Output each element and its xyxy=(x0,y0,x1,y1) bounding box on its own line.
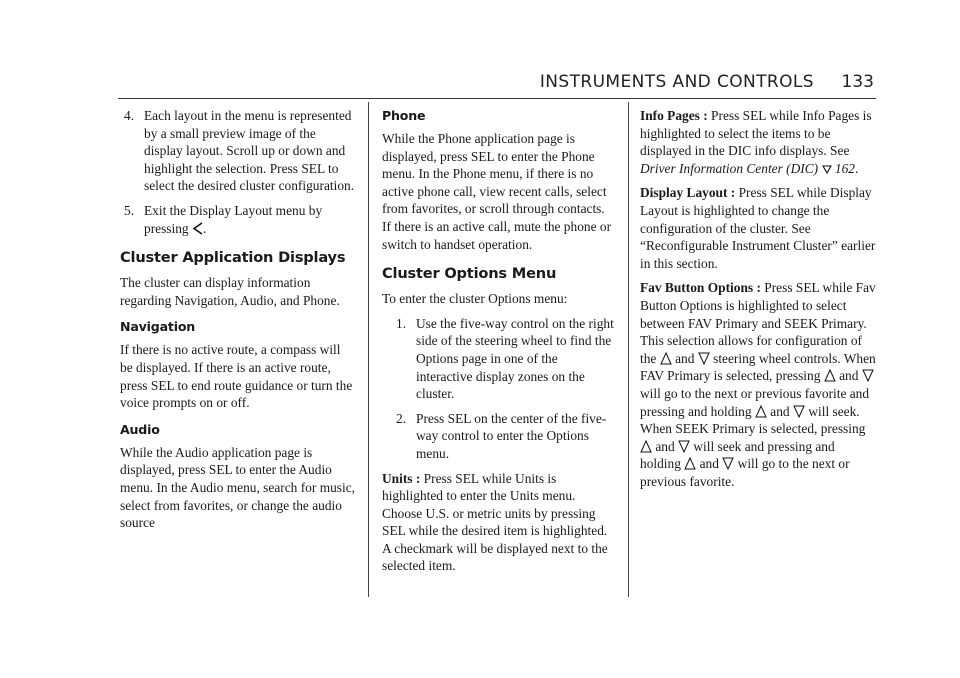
display-layout-term: Display Layout : xyxy=(640,185,736,201)
page-number: 133 xyxy=(841,72,874,92)
previous-triangle-icon xyxy=(862,369,874,382)
back-arrow-icon xyxy=(192,222,203,235)
navigation-paragraph: If there is no active route, a compass will be displayed. If there is an active route, press SEL to end route guidance or turn the voice prompts on or off. xyxy=(120,342,353,411)
step-text xyxy=(144,202,356,237)
step-number: 1. xyxy=(396,315,407,331)
page-header xyxy=(0,0,960,100)
fav-text: will go to the next or previous favorite and pressing and holding xyxy=(640,385,870,419)
step-2 xyxy=(382,410,614,463)
units-paragraph xyxy=(382,470,614,576)
fav-text: steering wheel controls. When FAV Primary is selected, pressing xyxy=(640,350,876,384)
page-reference-icon xyxy=(822,164,832,175)
fav-text: will seek. When SEEK Primary is selected, pressing xyxy=(640,403,866,437)
fav-text: will go to the next or previous favorite. xyxy=(640,456,850,489)
audio-paragraph: While the Audio application page is displayed, press SEL to enter the Audio menu. In the Audio menu, search for music, select from favorites, or change the audio source xyxy=(120,444,356,531)
step-number: 2. xyxy=(396,410,407,426)
fav-text: and xyxy=(770,403,793,419)
display-layout-text: Press SEL while Display Layout is highlighted to change the configuration of the cluster. See “Reconfigurable Instrument Cluster” earlier in this section. xyxy=(640,185,876,271)
cluster-apps-paragraph: The cluster can display information regarding Navigation, Audio, and Phone. xyxy=(120,275,340,308)
fav-button-options-term: Fav Button Options : xyxy=(640,280,761,296)
fav-text: and xyxy=(671,350,698,366)
next-triangle-icon xyxy=(660,352,672,365)
dic-page-reference[interactable]: 162 xyxy=(834,160,855,176)
fav-text: and xyxy=(696,456,723,472)
heading-audio: Audio xyxy=(120,421,160,437)
dic-reference-link[interactable]: Driver Information Center (DIC) xyxy=(640,160,819,176)
info-pages-term: Info Pages : xyxy=(640,108,708,123)
next-triangle-icon xyxy=(755,405,767,418)
previous-triangle-icon xyxy=(722,457,734,470)
previous-triangle-icon xyxy=(678,440,690,453)
column-middle xyxy=(382,107,614,582)
step-text: Each layout in the menu is represented by a small preview image of the display layout. Scroll up or down and highlight the selection. Press SEL to select the desired cluster configuration. xyxy=(144,108,355,194)
column-right xyxy=(640,107,878,497)
column-left xyxy=(120,107,356,539)
step-number: 4. xyxy=(124,108,135,123)
options-intro: To enter the cluster Options menu: xyxy=(382,291,568,307)
fav-text: and xyxy=(652,438,679,454)
info-pages-paragraph xyxy=(640,107,878,177)
step-text: Press SEL on the center of the five-way control to enter the Options menu. xyxy=(416,410,607,461)
heading-cluster-options-menu: Cluster Options Menu xyxy=(382,265,557,283)
fav-text: will seek and pressing and holding xyxy=(640,438,835,472)
previous-triangle-icon xyxy=(698,352,710,365)
step-text-part: . xyxy=(203,220,207,236)
header-rule xyxy=(118,98,876,99)
step-1 xyxy=(382,315,614,403)
fav-button-options-paragraph xyxy=(640,279,878,490)
step-text: Use the five-way control on the right side of the steering wheel to find the Options page in one of the interactive display zones on the cluster. xyxy=(416,315,614,402)
next-triangle-icon xyxy=(684,457,696,470)
heading-phone: Phone xyxy=(382,108,426,123)
step-number: 5. xyxy=(124,202,135,218)
column-divider xyxy=(628,102,629,597)
fav-text: Press SEL while Fav Button Options is highlighted to select between FAV Primary and SEEK Primary. This selection allows for configuration of the xyxy=(640,280,876,366)
section-title: INSTRUMENTS AND CONTROLS xyxy=(539,72,814,92)
display-layout-paragraph xyxy=(640,184,878,272)
step-text-part: Exit the Display Layout menu by pressing xyxy=(144,202,323,236)
heading-navigation: Navigation xyxy=(120,319,196,335)
step-5 xyxy=(120,202,356,237)
next-triangle-icon xyxy=(640,440,652,453)
heading-cluster-application-displays: Cluster Application Displays xyxy=(120,249,346,267)
next-triangle-icon xyxy=(824,369,836,382)
units-term: Units : xyxy=(382,470,421,486)
column-divider xyxy=(368,102,369,597)
info-pages-text-end: . xyxy=(854,160,859,176)
previous-triangle-icon xyxy=(793,405,805,418)
info-pages-text: Press SEL while Info Pages is highlighted to select the items to be displayed in the DIC info displays. See xyxy=(640,108,872,159)
fav-text: and xyxy=(835,368,862,384)
units-text: Press SEL while Units is highlighted to enter the Units menu. Choose U.S. or metric units by pressing SEL while the desired item is highlighted. A checkmark will be displayed next to the selected item. xyxy=(382,470,608,574)
phone-paragraph: While the Phone application page is displayed, press SEL to enter the Phone menu. In the Phone menu, if there is no active phone call, view recent calls, select from favorites, or scroll through contacts. If there is an active call, mute the phone or switch to handset operation. xyxy=(382,131,612,252)
step-4 xyxy=(120,107,356,195)
